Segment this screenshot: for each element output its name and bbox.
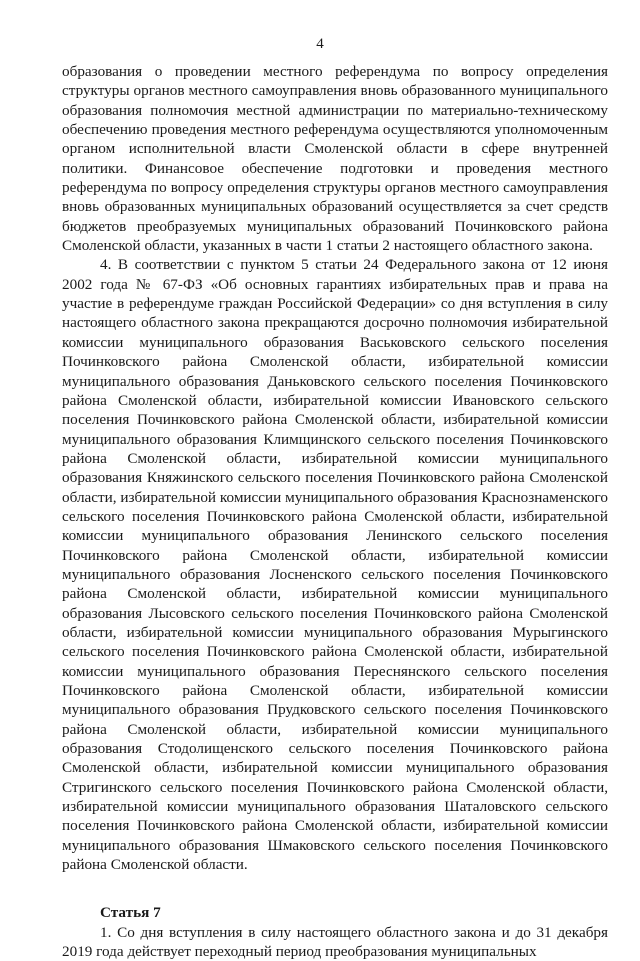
document-body <box>62 62 608 961</box>
article-paragraph-1: 1. Со дня вступления в силу настоящего областного закона и до 31 декабря 2019 года действует переходный период преобразования муниципальных <box>62 923 608 961</box>
page-number: 4 <box>316 36 324 52</box>
article-heading: Статья 7 <box>100 904 161 922</box>
paragraph-continuation: образования о проведении местного референдума по вопросу определения структуры органов местного самоуправления вновь образованного муниципального образования полномочия местной администрации по материально-техническому обеспечению проведения местного референдума осуществляются уполномоченным органом исполнительной власти Смоленской области в сфере внутренней политики. Финансовое обеспечение подготовки и проведения местного референдума по вопросу определения структуры органов местного самоуправления вновь образованных муниципальных образований осуществляется за счет средств бюджетов преобразуемых муниципальных образований Починковского района Смоленской области, указанных в части 1 статьи 2 настоящего областного закона. <box>62 63 608 255</box>
paragraph-item-4: 4. В соответствии с пунктом 5 статьи 24 Федерального закона от 12 июня 2002 года № 67-ФЗ «Об основных гарантиях избирательных прав и права на участие в референдуме граждан Российской Федерации» со дня вступления в силу настоящего областного закона прекращаются досрочно полномочия избирательной комиссии муниципального образования Васьковского сельского поселения Починковского района Смоленской области, избирательной комиссии муниципального образования Даньковского сельского поселения Починковского района Смоленской области, избирательной комиссии Ивановского сельского поселения Починковского района Смоленской области, избирательной комиссии муниципального образования Климщинского сельского поселения Починковского района Смоленской области, избирательной комиссии муниципального образования Княжинского сельского поселения Починковского района Смоленской области, избирательной комиссии муниципального образования Краснознаменского сельского поселения Починковского района Смоленской области, избирательной комиссии муниципального образования Ленинского сельского поселения Починковского района Смоленской области, избирательной комиссии муниципального образования Лосненского сельского поселения Починковского района Смоленской области, избирательной комиссии муниципального образования Лысовского сельского поселения Починковского района Смоленской области, избирательной комиссии муниципального образования Мурыгинского сельского поселения Починковского района Смоленской области, избирательной комиссии муниципального образования Переснянского сельского поселения Починковского района Смоленской области, избирательной комиссии муниципального образования Прудковского сельского поселения Починковского района Смоленской области, избирательной комиссии муниципального образования Стодолищенского сельского поселения Починковского района Смоленской области, избирательной комиссии муниципального образования Стригинского сельского поселения Починковского района Смоленской области, избирательной комиссии муниципального образования Шаталовского сельского поселения Починковского района Смоленской области, избирательной комиссии муниципального образования Шмаковского сельского поселения Починковского района Смоленской области. <box>62 256 608 874</box>
